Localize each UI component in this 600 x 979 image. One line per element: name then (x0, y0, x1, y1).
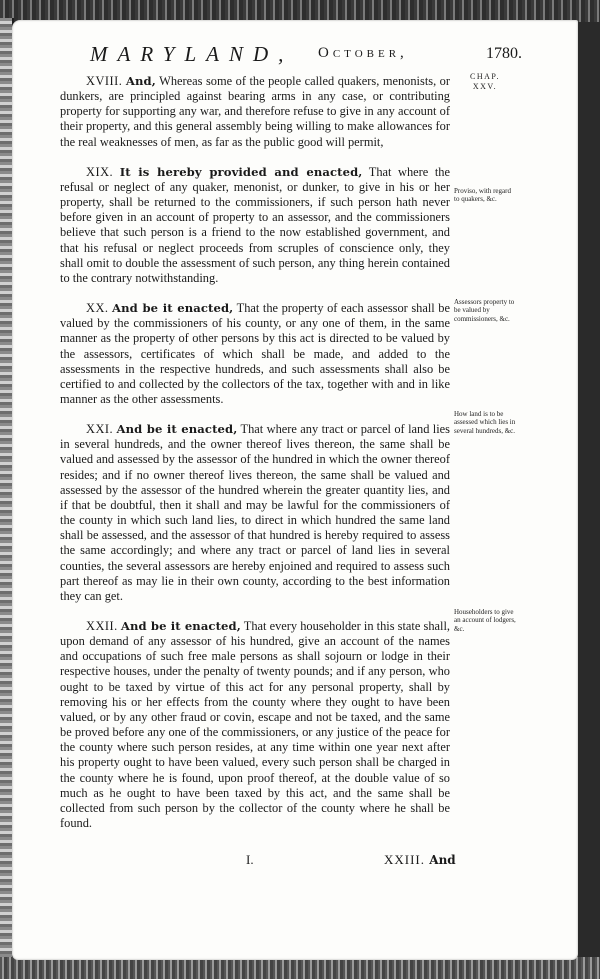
margin-note-xx: Assessors property to be valued by commissioners, &c. (454, 298, 515, 323)
margin-note-xix: Proviso, with regard to quakers, &c. (454, 187, 511, 204)
page-footer (12, 852, 578, 872)
header-year: 1780. (486, 45, 522, 62)
section-number: XIX. (86, 164, 114, 179)
section-number: XXI. (86, 422, 114, 437)
section-lead: And be it enacted, (112, 301, 234, 316)
chapter-label: CHAP. (470, 72, 500, 81)
catchword-number: XXIII. (384, 852, 426, 867)
header-month: October, (318, 45, 408, 61)
running-header (90, 42, 560, 72)
section-xix (60, 165, 450, 286)
catchword (384, 852, 456, 868)
signature-mark: I. (246, 852, 254, 867)
section-xxii (60, 619, 450, 831)
section-lead: And be it enacted, (120, 619, 241, 633)
header-state: MARYLAND, (90, 42, 294, 66)
section-number: XX. (86, 301, 109, 316)
section-number: XXII. (86, 619, 118, 633)
section-xxi (60, 422, 450, 604)
document-page (12, 20, 578, 960)
chapter-number: XXV. (472, 82, 498, 91)
section-number: XVIII. (86, 74, 123, 88)
section-text: That the property of each assessor shall be valued by the commissioners of his county, or any one of them, in the same manner as the property of other persons by this act is directed to be valued by the assessors, certificates of which shall be made, and added to the assessments in the respective hundreds, and such assessments shall also be certified to and collected by the collectors of the tax, together with and in like manner as the other assessments. (60, 301, 450, 406)
section-lead: It is hereby provided and enacted, (119, 164, 363, 179)
section-text: That where the refusal or neglect of any quaker, menonist, or dunker, to give in his or her property, shall be returned to the commissioners, if such person hath never before given in an account of property to an assessor, and the commissioners believe that such person is a friend to the now established government, and that his refusal or neglect proceeds from scruples of conscience only, they shall omit to double the assessment of such person, any thing herein contained to the contrary notwithstanding. (60, 164, 450, 285)
scan-border-top (0, 0, 600, 22)
section-lead: And, (125, 74, 156, 88)
section-lead: And be it enacted, (116, 422, 238, 437)
margin-note-xxii: Householders to give an account of lodgers, &c. (454, 608, 516, 633)
section-text: That where any tract or parcel of land lies in several hundreds, and the owner thereof lives thereon, the same shall be valued and assessed by the assessor of the hundred in which the owner thereof resides; and if no owner thereof lives thereon, the same shall be valued and assessed by the assessor of the hundred wherein the greater quantity lies, and if that be doubtful, then it shall and may be lawful for the commissioners of the county in which such land lies, to direct in which hundred the same land shall be assessed, and the assessor of that hundred is hereby required to assess the same accordingly; and where any tract or parcel of land lies in several counties, the several assessors are hereby enjoined and required to assess such part thereof as may lie in their own county, according to the best information they can get. (60, 422, 450, 603)
scan-border-bottom (0, 957, 600, 979)
catchword-lead: And (429, 853, 456, 867)
body-text (60, 74, 450, 846)
margin-note-xxi: How land is to be assessed which lies in several hundreds, &c. (454, 410, 516, 435)
chapter-note (454, 72, 516, 92)
section-text: That every householder in this state shall, upon demand of any assessor of his hundred, give an account of the names and occupations of such free male persons as shall sojourn or lodge in their respective houses, under the penalty of twenty pounds; and if any person, who ought to be taxed by virtue of this act for any personal property, shall by removing his or her effects from the county where they ought to have been valued, or by any other fraud or covin, escape and not be taxed, and the same be proved before any one of the commissioners, or any justice of the peace for the county where such person resides, at any time within one year next after his property ought to have been valued, every such person shall be charged in the county where he is found, upon proof thereof, at the double value of so much as he ought to have been taxed by this act, and the same shall be collected from such person by the collector of the county where he shall be found. (60, 619, 450, 831)
section-xx (60, 301, 450, 407)
section-text: Whereas some of the people called quakers, menonists, or dunkers, are principled against bearing arms in any case, or contributing property for supporting any war, and therefore refuse to give in any account of their property, and this general assembly being willing to make allowances for the real weaknesses of men, as far as the public good will permit, (60, 74, 451, 149)
section-xviii (60, 74, 450, 150)
